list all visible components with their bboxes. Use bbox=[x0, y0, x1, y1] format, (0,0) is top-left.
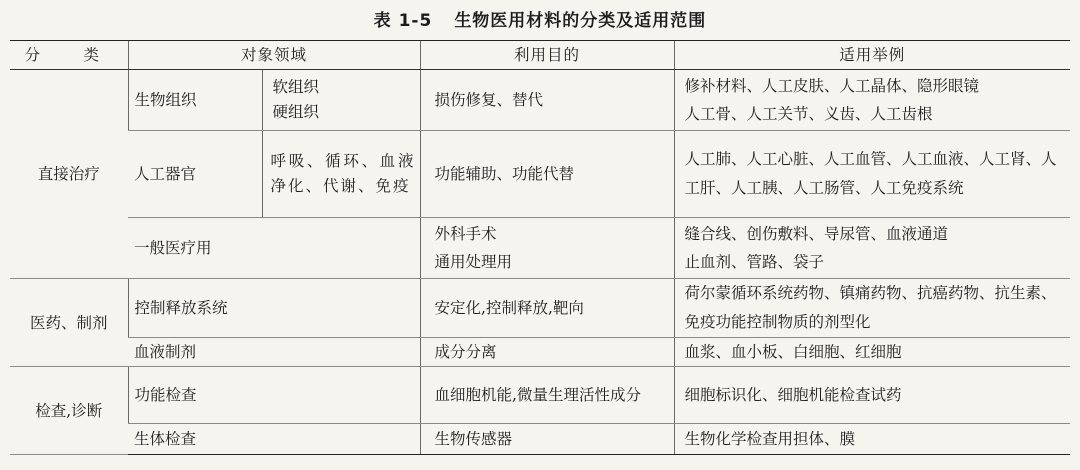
examples-line: 修补材料、人工皮肤、人工晶体、隐形眼镜 bbox=[684, 77, 980, 95]
category-diagnosis: 检查,诊断 bbox=[10, 367, 128, 455]
table-row bbox=[10, 367, 1070, 424]
purpose-cell: 成分分离 bbox=[420, 338, 674, 367]
examples-cell: 人工肺、人工心脏、人工血管、人工血液、人工肾、人工肝、人工胰、人工肠管、人工免疫系统 bbox=[674, 131, 1070, 218]
purpose-cell: 安定化,控制释放,靶向 bbox=[420, 279, 674, 338]
purpose-line: 通用处理用 bbox=[434, 253, 513, 271]
category-direct-treatment: 直接治疗 bbox=[10, 70, 128, 279]
examples-cell bbox=[674, 218, 1070, 279]
field-cell: 生物组织 bbox=[128, 70, 262, 131]
table-row bbox=[10, 424, 1070, 455]
table-row bbox=[10, 218, 1070, 279]
field-cell: 人工器官 bbox=[128, 131, 262, 218]
examples-line: 缝合线、创伤敷料、导尿管、血液通道 bbox=[684, 225, 949, 243]
examples-cell: 荷尔蒙循环系统药物、镇痛药物、抗癌药物、抗生素、免疫功能控制物质的剂型化 bbox=[674, 279, 1070, 338]
header-row bbox=[10, 41, 1070, 70]
examples-cell: 血浆、血小板、白细胞、红细胞 bbox=[674, 338, 1070, 367]
purpose-cell: 血细胞机能,微量生理活性成分 bbox=[420, 367, 674, 424]
table-title: 生物医用材料的分类及适用范围 bbox=[454, 11, 707, 31]
subfield-cell bbox=[262, 70, 420, 131]
purpose-cell: 功能辅助、功能代替 bbox=[420, 131, 674, 218]
purpose-cell: 生物传感器 bbox=[420, 424, 674, 455]
examples-line: 止血剂、管路、袋子 bbox=[684, 253, 825, 271]
examples-cell: 细胞标识化、细胞机能检查试药 bbox=[674, 367, 1070, 424]
field-cell: 血液制剂 bbox=[128, 338, 420, 367]
category-pharma: 医药、制剂 bbox=[10, 279, 128, 367]
field-cell: 一般医疗用 bbox=[128, 218, 420, 279]
purpose-cell: 损伤修复、替代 bbox=[420, 70, 674, 131]
table-number: 表 1-5 bbox=[373, 11, 433, 31]
field-cell: 功能检查 bbox=[128, 367, 420, 424]
purpose-cell bbox=[420, 218, 674, 279]
field-cell: 生体检查 bbox=[128, 424, 420, 455]
header-examples: 适用举例 bbox=[674, 41, 1070, 70]
table-row bbox=[10, 338, 1070, 367]
table-row bbox=[10, 279, 1070, 338]
header-purpose: 利用目的 bbox=[420, 41, 674, 70]
subfield-line: 硬组织 bbox=[272, 103, 320, 121]
purpose-line: 外科手术 bbox=[434, 225, 497, 243]
table-row bbox=[10, 70, 1070, 131]
header-field: 对象领域 bbox=[128, 41, 420, 70]
table-caption bbox=[0, 6, 1080, 31]
header-category: 分 类 bbox=[10, 41, 128, 70]
examples-cell: 生物化学检查用担体、膜 bbox=[674, 424, 1070, 455]
subfield-cell: 呼吸、循环、血液净化、代谢、免疫 bbox=[262, 131, 420, 218]
classification-table bbox=[10, 40, 1070, 455]
field-cell: 控制释放系统 bbox=[128, 279, 420, 338]
subfield-line: 软组织 bbox=[272, 78, 320, 96]
table-row bbox=[10, 131, 1070, 218]
examples-cell bbox=[674, 70, 1070, 131]
examples-line: 人工骨、人工关节、义齿、人工齿根 bbox=[684, 105, 933, 123]
